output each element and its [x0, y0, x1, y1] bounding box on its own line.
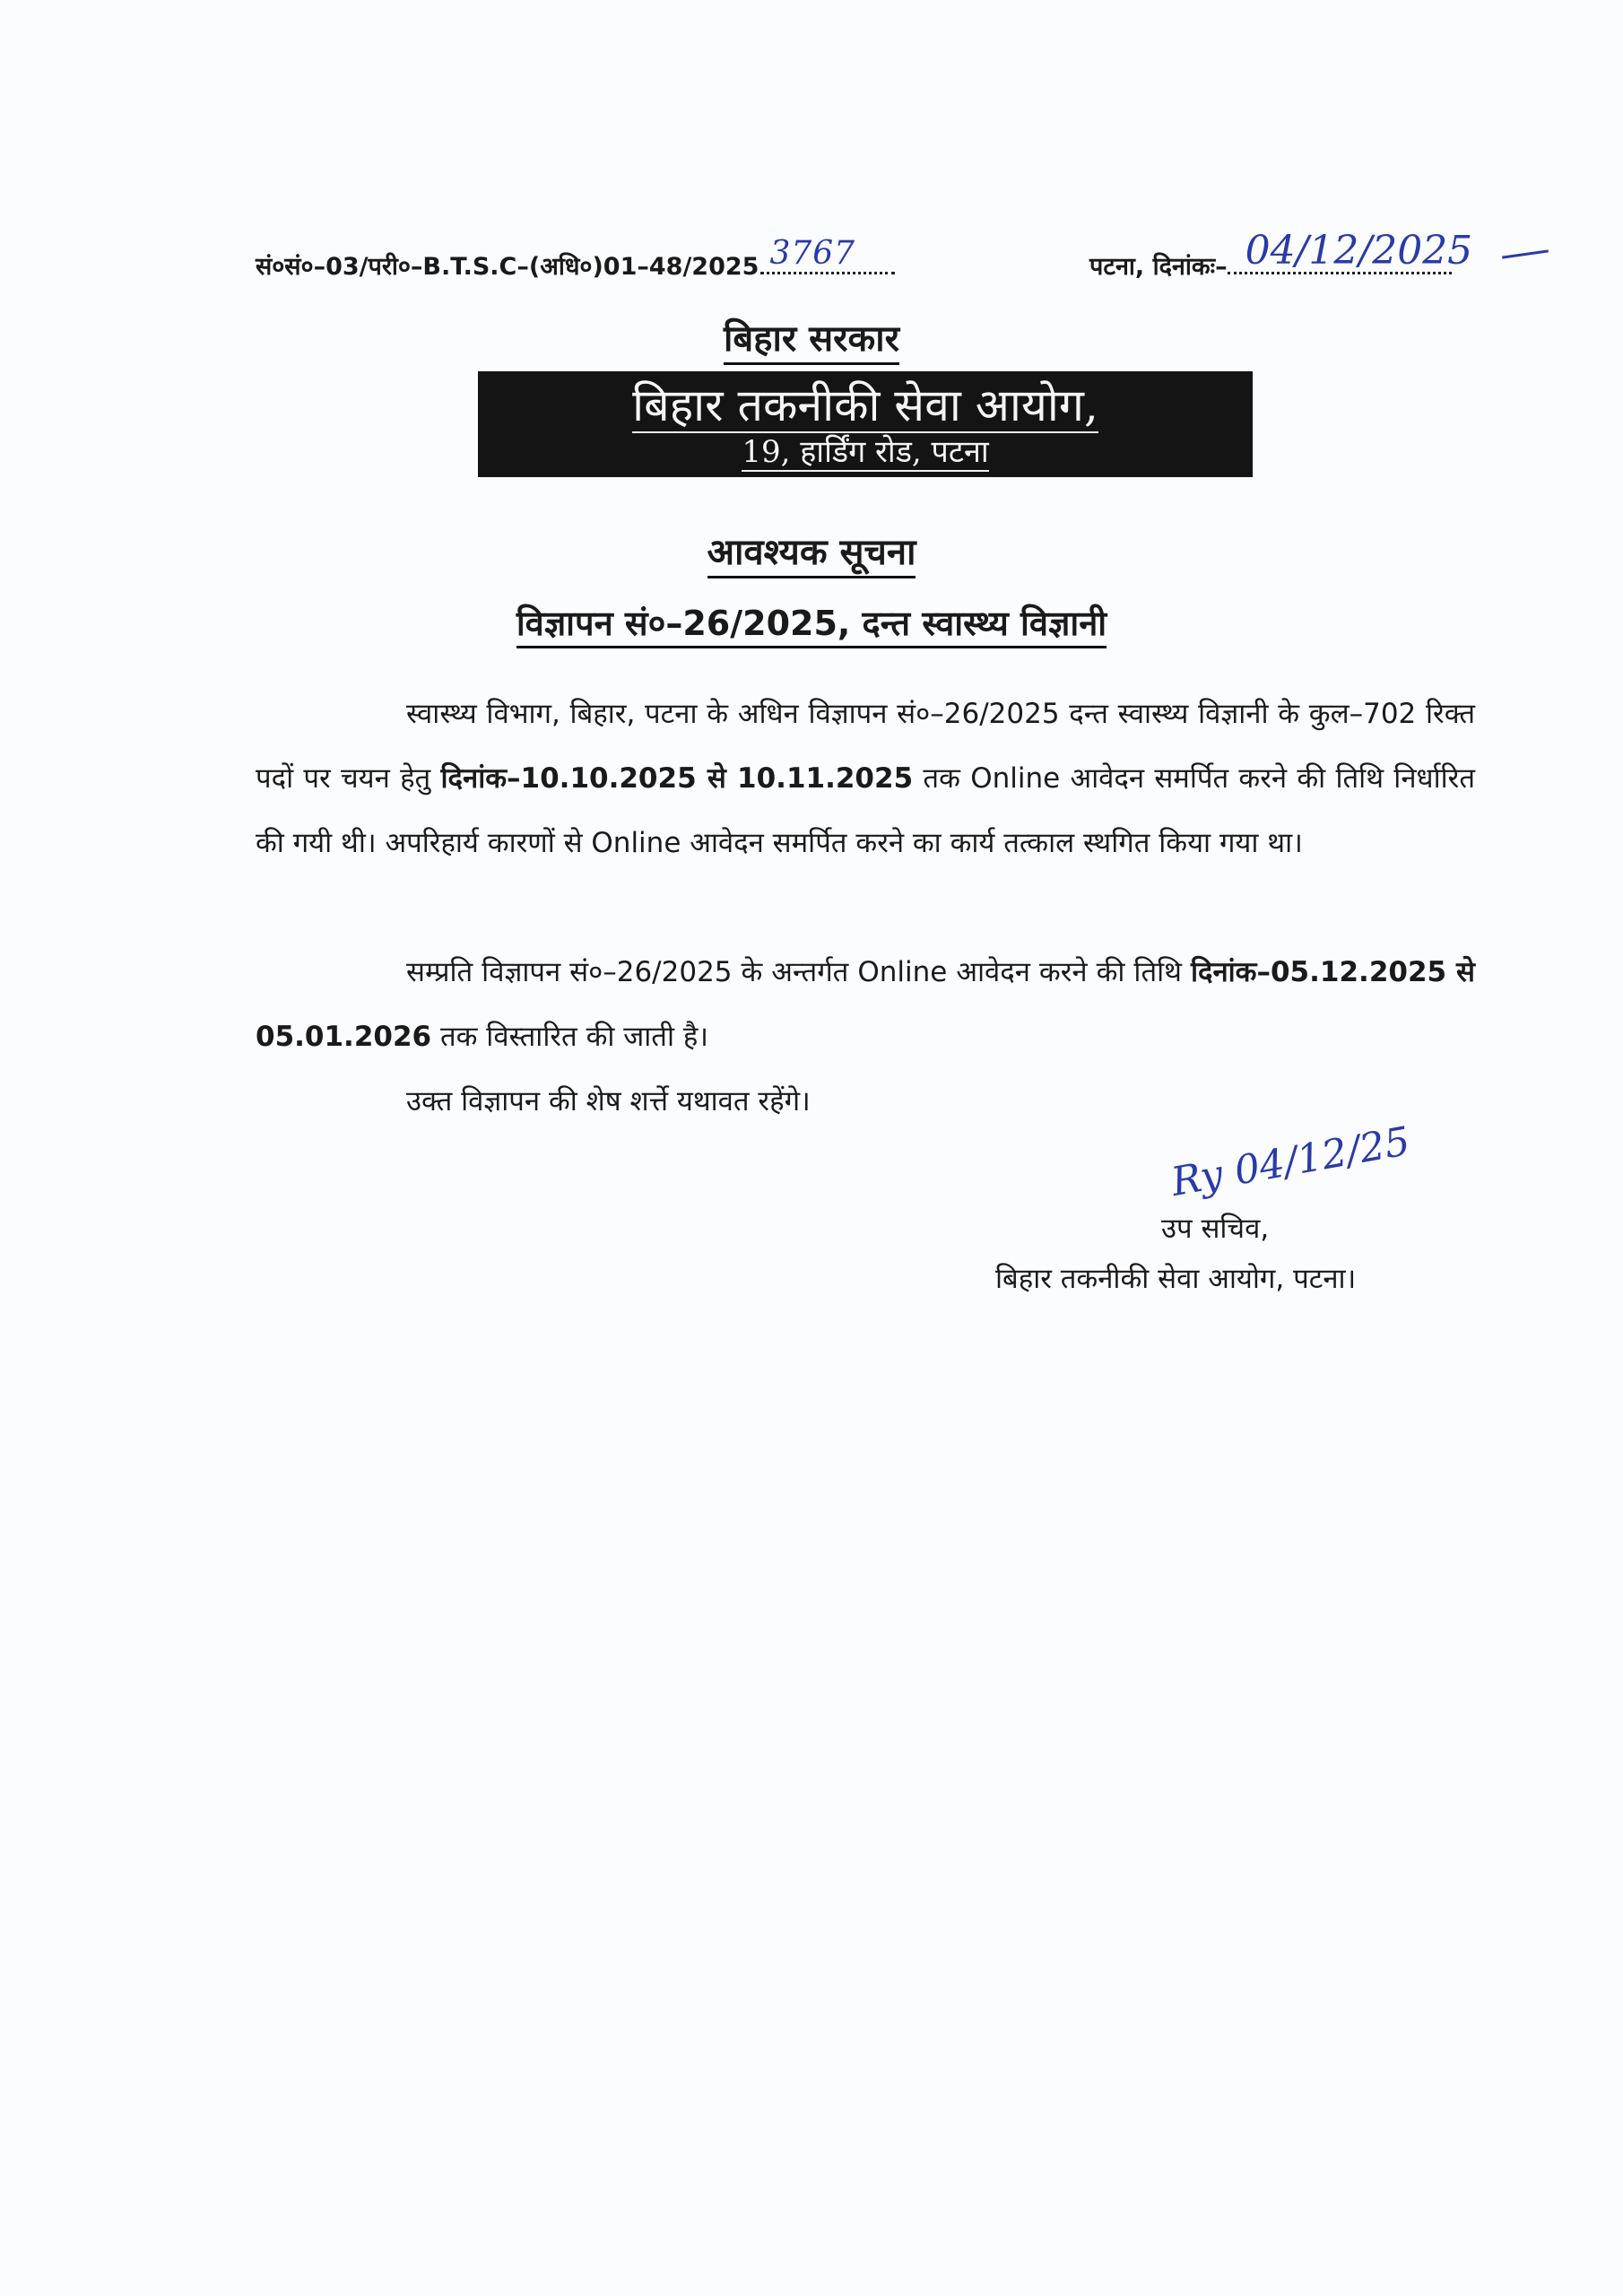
commission-address: 19, हार्डिंग रोड, पटना	[742, 434, 989, 470]
commission-address-row	[478, 432, 1253, 472]
advertisement-heading	[0, 599, 1623, 646]
advertisement-title: विज्ञापन सं०–26/2025, दन्त स्वास्थ्य विज्ञानी	[516, 604, 1107, 648]
reference-number-field	[760, 235, 895, 274]
paragraph-2-text-b: तक विस्तारित की जाती है।	[431, 1021, 709, 1053]
reference-line	[256, 228, 1547, 289]
handwritten-reference-number: 3767	[769, 235, 856, 272]
handwritten-date: 04/12/2025	[1245, 228, 1473, 274]
date-block	[1089, 228, 1473, 282]
signatory-designation: उप सचिव,	[1161, 1213, 1270, 1245]
reference-number: सं०सं०–03/परी०–B.T.S.C–(अधि०)01–48/2025	[256, 253, 759, 281]
paragraph-1	[256, 682, 1475, 875]
signature-date: 04/12/25	[1230, 1118, 1414, 1195]
notice-heading	[0, 526, 1623, 575]
paragraph-3-text: उक्त विज्ञापन की शेष शर्त्ते यथावत रहेंगे।	[406, 1085, 811, 1118]
paragraph-1-text-a: स्वास्थ्य विभाग, बिहार, पटना के अधिन विज्ञापन सं०–26/2025 दन्त स्वास्थ्य विज्ञानी के कुल–702 रिक्त पदों पर चयन हेतु	[256, 698, 1475, 795]
signatory-organization: बिहार तकनीकी सेवा आयोग, पटना।	[995, 1263, 1357, 1295]
commission-banner	[478, 371, 1253, 477]
paragraph-2-text-a: सम्प्रति विज्ञापन सं०–26/2025 के अन्तर्गत Online आवेदन करने की तिथि	[406, 956, 1191, 988]
paragraph-1-text-b: तक Online आवेदन समर्पित करने की तिथि निर्धारित की गयी थी। अपरिहार्य कारणों से Online आवेदन समर्पित करने का कार्य तत्काल स्थगित किया गया था।	[256, 762, 1475, 859]
paragraph-2-dates: दिनांक–05.12.2025 से 05.01.2026	[256, 956, 1475, 1053]
paragraph-3	[256, 1069, 1475, 1134]
date-field	[1228, 228, 1473, 274]
notice-title: आवश्यक सूचना	[707, 532, 916, 578]
commission-name: बिहार तकनीकी सेवा आयोग,	[632, 379, 1098, 431]
government-name: बिहार सरकार	[724, 318, 899, 365]
commission-name-row	[478, 378, 1253, 432]
signature-mark: Ry	[1167, 1151, 1227, 1205]
handwritten-dash	[1502, 249, 1549, 258]
paragraph-2	[256, 940, 1475, 1069]
reference-number-block	[256, 235, 895, 282]
government-heading	[0, 312, 1623, 361]
paragraph-1-dates: दिनांक–10.10.2025 से 10.11.2025	[440, 762, 914, 795]
place-date-label: पटना, दिनांकः–	[1089, 253, 1228, 281]
